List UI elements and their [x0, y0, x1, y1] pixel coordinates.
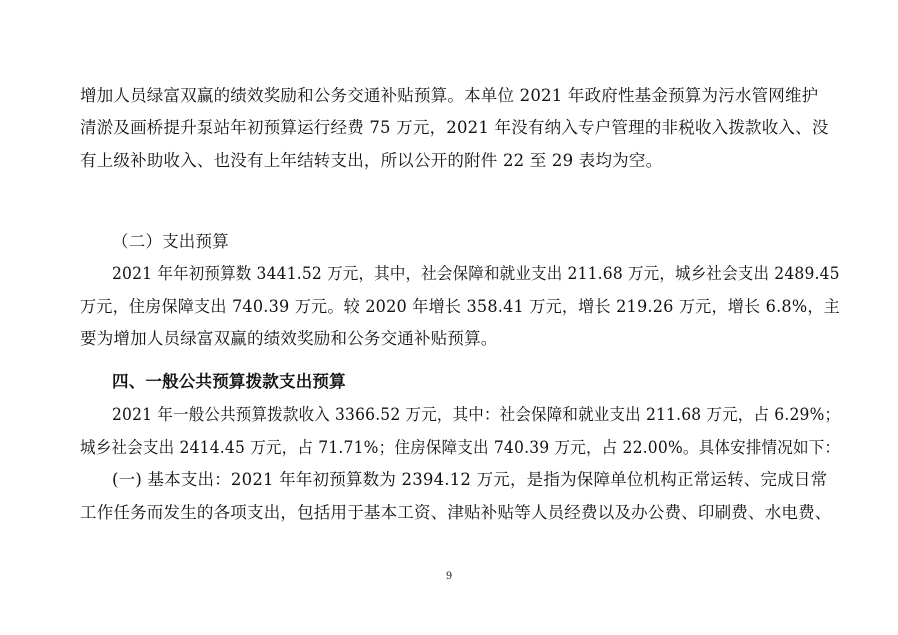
paragraph-2-line-1: 2021 年年初预算数 3441.52 万元，其中，社会保障和就业支出 211.68 万元，城乡社会支出 2489.45	[112, 264, 840, 283]
paragraph-4-line-2: 工作任务而发生的各项支出，包括用于基本工资、津贴补贴等人员经费以及办公费、印刷费、水电费、	[80, 503, 832, 522]
section-heading-expenditure-budget: （二）支出预算	[112, 232, 229, 251]
paragraph-1-line-3: 有上级补助收入、也没有上年结转支出，所以公开的附件 22 至 29 表均为空。	[80, 151, 663, 170]
paragraph-2-line-2: 万元，住房保障支出 740.39 万元。较 2020 年增长 358.41 万元，增长 219.26 万元，增长 6.8%，主	[80, 297, 840, 316]
paragraph-2-line-3: 要为增加人员绿富双赢的绩效奖励和公务交通补贴预算。	[80, 329, 498, 348]
paragraph-1-line-1: 增加人员绿富双赢的绩效奖励和公务交通补贴预算。本单位 2021 年政府性基金预算为污水管网维护	[80, 86, 819, 105]
paragraph-3-line-2: 城乡社会支出 2414.45 万元，占 71.71%；住房保障支出 740.39 万元，占 22.00%。具体安排情况如下：	[80, 438, 841, 457]
page-number: 9	[445, 571, 453, 582]
paragraph-1-line-2: 清淤及画桥提升泵站年初预算运行经费 75 万元，2021 年没有纳入专户管理的非税收入拨款收入、没	[80, 118, 829, 137]
section-heading-general-public-budget: 四、一般公共预算拨款支出预算	[112, 372, 346, 391]
paragraph-3-line-1: 2021 年一般公共预算拨款收入 3366.52 万元，其中：社会保障和就业支出 211.68 万元，占 6.29%；	[112, 405, 841, 424]
paragraph-4-line-1: (一) 基本支出：2021 年年初预算数为 2394.12 万元，是指为保障单位机构正常运转、完成日常	[112, 470, 828, 489]
